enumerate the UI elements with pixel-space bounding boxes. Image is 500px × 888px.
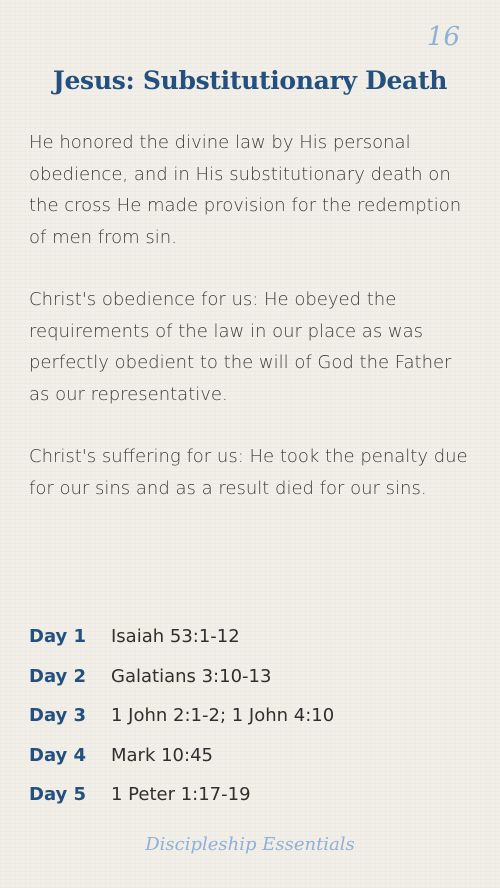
scripture-reference: Galatians 3:10-13	[111, 665, 272, 687]
reading-row-day-1	[29, 617, 469, 657]
day-label: Day 5	[29, 784, 87, 806]
paragraph-intro: He honored the divine law by His personal obedience, and in His substitutionary death on the cross He made provision for the redemption of men from sin.	[29, 132, 462, 248]
paragraph-obedience: Christ's obedience for us: He obeyed the requirements of the law in our place as was perfectly obedient to the will of God the Father as our representative.	[29, 289, 452, 405]
reading-plan	[29, 617, 469, 815]
page-title: Jesus: Substitutionary Death	[52, 66, 448, 95]
reading-row-day-5	[29, 775, 469, 815]
scripture-reference: 1 John 2:1-2; 1 John 4:10	[111, 705, 335, 727]
page-number: 16	[426, 22, 460, 52]
reading-row-day-4	[29, 736, 469, 776]
day-label: Day 3	[29, 705, 87, 727]
scripture-reference: 1 Peter 1:17-19	[111, 784, 251, 806]
day-label: Day 2	[29, 665, 87, 687]
day-label: Day 4	[29, 744, 87, 766]
day-label: Day 1	[29, 626, 87, 648]
footer-brand: Discipleship Essentials	[145, 834, 355, 855]
reading-row-day-3	[29, 696, 469, 736]
paragraph-suffering: Christ's suffering for us: He took the penalty due for our sins and as a result died for our sins.	[29, 446, 468, 499]
scripture-reference: Isaiah 53:1-12	[111, 626, 240, 648]
scripture-reference: Mark 10:45	[111, 744, 213, 766]
reading-row-day-2	[29, 657, 469, 697]
